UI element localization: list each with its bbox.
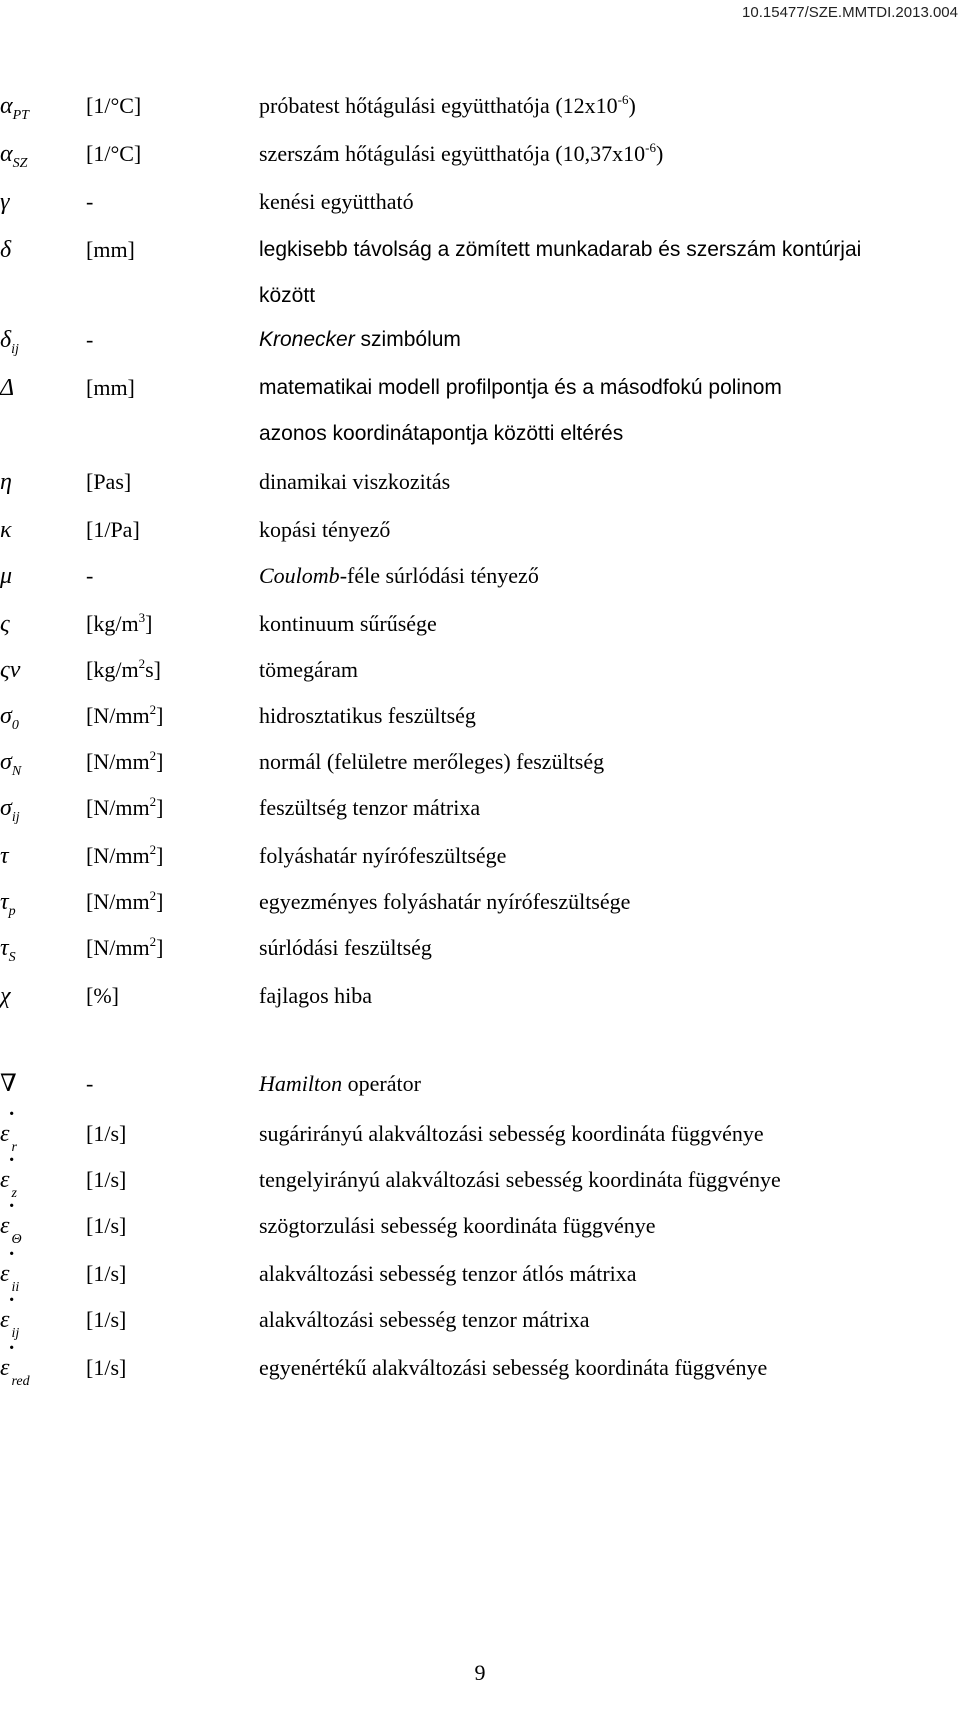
description: tömegáram bbox=[259, 657, 358, 682]
symbol: χ bbox=[0, 983, 11, 1009]
description: próbatest hőtágulási együtthatója $(12x10^{-6})$ bbox=[259, 92, 636, 118]
symbol-row bbox=[0, 326, 960, 366]
description: Coulomb-féle súrlódási tényező bbox=[259, 563, 539, 588]
symbol: ςv⃗ bbox=[0, 657, 40, 683]
symbol-row bbox=[0, 1107, 960, 1160]
symbol: ς bbox=[0, 611, 10, 637]
unit: [mm] bbox=[86, 375, 135, 400]
symbol-row bbox=[0, 516, 960, 556]
symbol-row bbox=[0, 1247, 960, 1300]
symbol-row bbox=[0, 1199, 960, 1252]
unit: [1/s] bbox=[86, 1355, 127, 1380]
symbol-row bbox=[0, 1293, 960, 1346]
symbol-row bbox=[0, 794, 960, 834]
symbol-row bbox=[0, 140, 960, 180]
symbol-row bbox=[0, 188, 960, 228]
symbol: $\alpha_{PT}$ bbox=[0, 93, 29, 123]
unit: [%] bbox=[86, 983, 119, 1008]
unit: - bbox=[86, 327, 94, 352]
symbol-row bbox=[0, 236, 960, 276]
description: matematikai modell profilpontja és a másodfokú polinom bbox=[259, 376, 782, 399]
page-number: 9 bbox=[474, 1660, 486, 1685]
symbol-row bbox=[0, 562, 960, 602]
unit: $[N/mm^2]$ bbox=[86, 888, 164, 914]
description: sugárirányú alakváltozási sebesség koordináta függvénye bbox=[259, 1121, 764, 1146]
description-continuation: között bbox=[259, 284, 316, 307]
unit: - bbox=[86, 563, 94, 588]
unit: [1/°C] bbox=[86, 141, 142, 166]
symbol-row bbox=[0, 1153, 960, 1206]
symbol-row bbox=[0, 374, 960, 414]
unit: $[N/mm^2]$ bbox=[86, 934, 164, 960]
symbol-row bbox=[0, 656, 960, 696]
unit: $[kg/m^3]$ bbox=[86, 610, 153, 636]
unit: $[N/mm^2]$ bbox=[86, 794, 164, 820]
description: egyenértékű alakváltozási sebesség koordináta függvénye bbox=[259, 1355, 768, 1380]
description-continuation: azonos koordinátapontja közötti eltérés bbox=[259, 422, 624, 445]
symbol: $\sigma_N$ bbox=[0, 749, 22, 779]
description: kenési együttható bbox=[259, 189, 414, 214]
symbol-row bbox=[0, 934, 960, 974]
symbol: γ bbox=[0, 189, 10, 215]
description: kopási tényező bbox=[259, 517, 391, 542]
symbol: η bbox=[0, 469, 12, 495]
symbol: Δ bbox=[0, 375, 15, 401]
unit: [1/°C] bbox=[86, 93, 142, 118]
description: normál (felületre merőleges) feszültség bbox=[259, 749, 605, 774]
symbol: $\delta_{ij}$ bbox=[0, 327, 19, 357]
description: Kronecker szimbólum bbox=[259, 328, 461, 351]
unit: [Pas] bbox=[86, 469, 132, 494]
unit: - bbox=[86, 189, 94, 214]
unit: $[N/mm^2]$ bbox=[86, 842, 164, 868]
unit: [1/s] bbox=[86, 1167, 127, 1192]
description: fajlagos hiba bbox=[259, 983, 373, 1008]
symbol: δ bbox=[0, 237, 12, 263]
unit: $[kg/m^2s]$ bbox=[86, 656, 161, 682]
symbol: ε ˙ $_{red}$ bbox=[0, 1341, 30, 1389]
symbol-row bbox=[0, 702, 960, 742]
symbol-row bbox=[0, 1070, 960, 1110]
symbol: ∇ bbox=[0, 1071, 17, 1097]
symbol: $\tau_S$ bbox=[0, 935, 16, 965]
description: súrlódási feszültség bbox=[259, 935, 432, 960]
description: legkisebb távolság a zömített munkadarab és szerszám kontúrjai bbox=[259, 238, 862, 261]
symbol-row bbox=[0, 468, 960, 508]
symbol: $\sigma_0$ bbox=[0, 703, 19, 733]
symbol: τ bbox=[0, 843, 9, 869]
description: kontinuum sűrűsége bbox=[259, 611, 437, 636]
description: Hamilton operátor bbox=[259, 1071, 421, 1096]
symbol: $\sigma_{ij}$ bbox=[0, 795, 20, 825]
description: hidrosztatikus feszültség bbox=[259, 703, 476, 728]
unit: [1/s] bbox=[86, 1121, 127, 1146]
unit: [1/Pa] bbox=[86, 517, 140, 542]
description: folyáshatár nyírófeszültsége bbox=[259, 843, 507, 868]
symbol: $\tau_p$ bbox=[0, 889, 16, 919]
symbol: ε ˙ $_r$ bbox=[0, 1107, 17, 1155]
description: alakváltozási sebesség tenzor mátrixa bbox=[259, 1307, 590, 1332]
symbol-row bbox=[0, 1341, 960, 1394]
symbol: ε ˙ $_z$ bbox=[0, 1153, 17, 1201]
description: tengelyirányú alakváltozási sebesség koordináta függvénye bbox=[259, 1167, 781, 1192]
description: szerszám hőtágulási együtthatója $(10,37x10^{-6})$ bbox=[259, 140, 664, 166]
unit: [1/s] bbox=[86, 1307, 127, 1332]
unit: $[N/mm^2]$ bbox=[86, 748, 164, 774]
doi-header: 10.15477/SZE.MMTDI.2013.004 bbox=[742, 4, 958, 21]
unit: [1/s] bbox=[86, 1261, 127, 1286]
symbol: ε ˙ $_{ij}$ bbox=[0, 1293, 20, 1341]
description: dinamikai viszkozitás bbox=[259, 469, 451, 494]
description: egyezményes folyáshatár nyírófeszültsége bbox=[259, 889, 631, 914]
description: feszültség tenzor mátrixa bbox=[259, 795, 481, 820]
symbol: ε ˙ $_{ii}$ bbox=[0, 1247, 20, 1295]
symbol: μ bbox=[0, 563, 13, 589]
description: alakváltozási sebesség tenzor átlós mátrixa bbox=[259, 1261, 637, 1286]
unit: $[N/mm^2]$ bbox=[86, 702, 164, 728]
unit: [1/s] bbox=[86, 1213, 127, 1238]
symbol: $\alpha_{SZ}$ bbox=[0, 141, 28, 171]
symbol: ε ˙ $_\Theta$ bbox=[0, 1199, 22, 1247]
symbol-row bbox=[0, 748, 960, 788]
symbol-row bbox=[0, 888, 960, 928]
unit: - bbox=[86, 1071, 94, 1096]
symbol: κ bbox=[0, 517, 12, 543]
symbol-row bbox=[0, 842, 960, 882]
description: szögtorzulási sebesség koordináta függvénye bbox=[259, 1213, 656, 1238]
symbol-row bbox=[0, 610, 960, 650]
symbol-row bbox=[0, 92, 960, 132]
unit: [mm] bbox=[86, 237, 135, 262]
symbol-row bbox=[0, 982, 960, 1022]
